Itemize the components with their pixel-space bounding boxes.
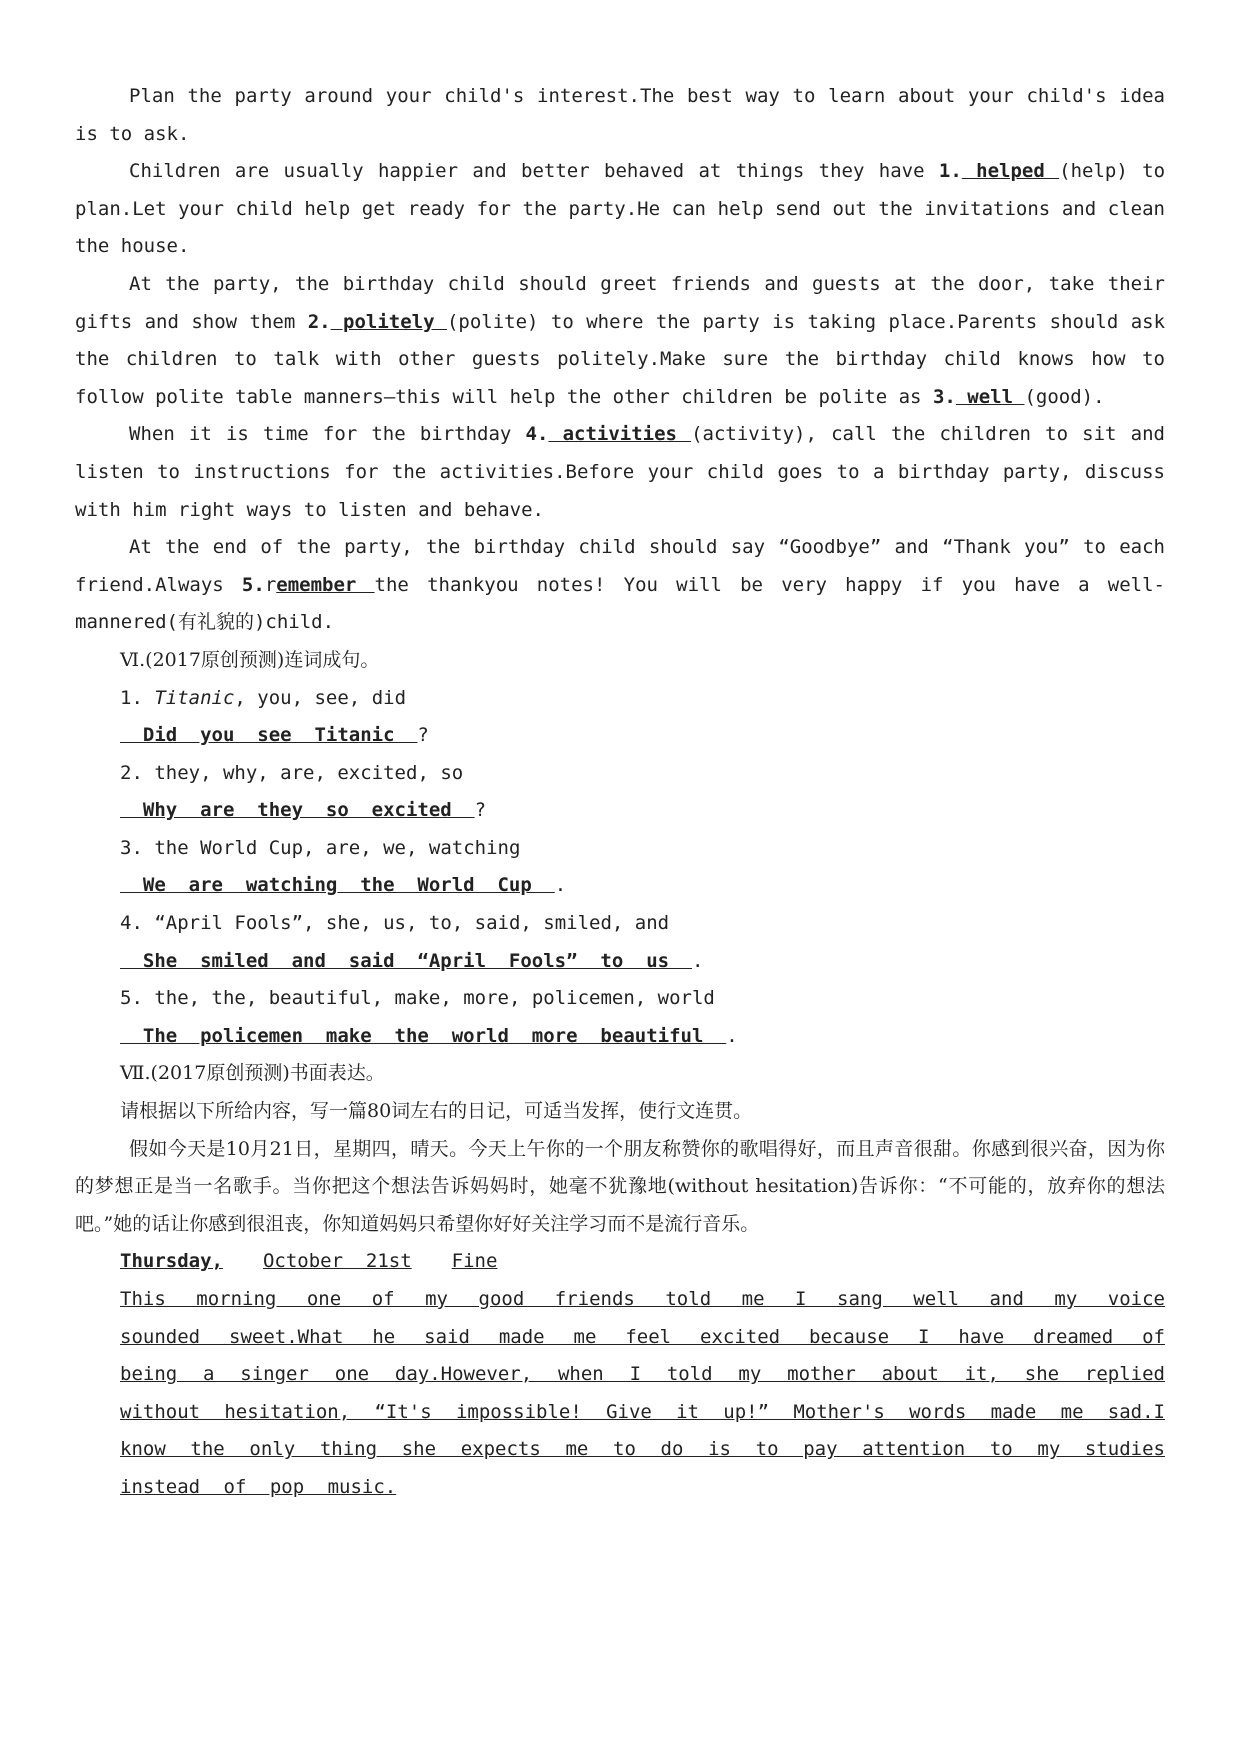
answer-2: politely bbox=[330, 310, 447, 333]
writing-instruction: 请根据以下所给内容，写一篇80词左右的日记，可适当发挥，使行文连贯。 bbox=[120, 1100, 753, 1123]
item-words: the World Cup, are, we, watching bbox=[154, 836, 521, 859]
answer-punctuation: ? bbox=[417, 724, 429, 747]
section-6-heading: Ⅵ.(2017原创预测)连词成句。 bbox=[120, 648, 380, 671]
question-number-2: 2. bbox=[307, 310, 331, 333]
answer-line-1 bbox=[75, 717, 1165, 755]
sentence-item-2 bbox=[75, 755, 1165, 793]
passage-paragraph-2 bbox=[75, 153, 1165, 266]
question-number-4: 4. bbox=[525, 423, 549, 446]
item-number: 3. bbox=[120, 836, 143, 859]
passage-text: When it is time for the birthday bbox=[129, 423, 526, 446]
passage-paragraph-5 bbox=[75, 529, 1165, 642]
sentence-item-4 bbox=[75, 905, 1165, 943]
sentence-item-5 bbox=[75, 980, 1165, 1018]
item-words: “April Fools”, she, us, to, said, smiled, and bbox=[154, 912, 670, 935]
diary-date-line bbox=[75, 1243, 1165, 1281]
question-number-5: 5. bbox=[241, 573, 265, 596]
passage-text: the thankyou notes! You will be very happy if you have a well-mannered(有礼貌的)child. bbox=[75, 573, 1165, 634]
passage-text: (help) to plan.Let your child help get ready for the party.He can help send out the invitations and clean the house. bbox=[75, 160, 1166, 258]
document-page bbox=[75, 78, 1165, 1507]
passage-text: At the end of the party, the birthday child should say “Goodbye” and “Thank you” to each friend.Always bbox=[75, 536, 1165, 596]
answer-punctuation: . bbox=[691, 949, 704, 972]
diary-date: October 21st bbox=[262, 1250, 412, 1273]
answer-line-2 bbox=[75, 792, 1165, 830]
passage-text: At the party, the birthday child should greet friends and guests at the door, take their gifts and show them bbox=[75, 272, 1165, 333]
passage-paragraph-4 bbox=[75, 416, 1165, 529]
answer-sentence: She smiled and said “April Fools” to us bbox=[120, 949, 692, 972]
item-words: , you, see, did bbox=[234, 686, 407, 709]
answer-sentence: The policemen make the world more beautiful bbox=[120, 1024, 727, 1047]
item-number: 2. bbox=[120, 761, 143, 784]
passage-paragraph-1: Plan the party around your child's interest.The best way to learn about your child's idea is to ask. bbox=[75, 85, 1165, 145]
item-words: they, why, are, excited, so bbox=[154, 761, 464, 784]
answer-punctuation: . bbox=[726, 1024, 738, 1047]
question-number-3: 3. bbox=[932, 385, 956, 408]
item-number: 5. bbox=[120, 987, 143, 1010]
answer-sentence: Did you see Titanic bbox=[120, 724, 418, 747]
item-words: the, the, beautiful, make, more, policemen, world bbox=[154, 987, 715, 1010]
answer-punctuation: ? bbox=[474, 799, 487, 822]
item-words-italic: Titanic bbox=[154, 686, 235, 709]
writing-prompt: 假如今天是10月21日，星期四，晴天。今天上午你的一个朋友称赞你的歌唱得好，而且声音很甜。你感到很兴奋，因为你的梦想正是当一名歌手。当你把这个想法告诉妈妈时，她毫不犹豫地(without hesitation)告诉你：“不可能的，放弃你的想法吧。”她的话让你感到很沮丧，你知道妈妈只希望你好好关注学习而不是流行音乐。 bbox=[75, 1137, 1165, 1235]
answer-5: emember bbox=[276, 573, 375, 596]
section-6-items bbox=[75, 680, 1165, 1056]
answer-line-5 bbox=[75, 1018, 1165, 1056]
answer-sentence: We are watching the World Cup bbox=[120, 874, 555, 897]
passage-text: (good). bbox=[1024, 385, 1105, 408]
passage-text: (polite) to where the party is taking place.Parents should ask the children to talk with other guests politely.Make sure the birthday child knows how to follow polite table manners—this will help the other children be polite as bbox=[75, 310, 1166, 408]
item-number: 4. bbox=[120, 912, 143, 935]
sentence-item-1 bbox=[75, 680, 1165, 718]
diary-day: Thursday, bbox=[120, 1250, 223, 1273]
diary-essay: This morning one of my good friends told me I sang well and my voice sounded sweet.What he said made me feel excited because I have dreamed of being a singer one day.However, when I told my mother about it, she replied without hesitation, “It's impossible! Give it up!” Mother's words made me sad.I know the only thing she expects me to do is to pay attention to my studies instead of pop music. bbox=[120, 1288, 1165, 1498]
question-number-1: 1. bbox=[938, 160, 962, 183]
sentence-item-3 bbox=[75, 830, 1165, 868]
item-number: 1. bbox=[120, 686, 143, 709]
answer-1: helped bbox=[961, 160, 1060, 183]
passage-text: (activity), call the children to sit and listen to instructions for the activities.Before your child goes to a birthday party, discuss with him right ways to listen and behave. bbox=[75, 423, 1165, 521]
answer-4: activities bbox=[548, 423, 692, 446]
passage-text: Children are usually happier and better behaved at things they have bbox=[129, 160, 939, 183]
answer-5-prefix: r bbox=[264, 573, 277, 596]
answer-line-4 bbox=[75, 943, 1165, 981]
diary-weather: Fine bbox=[451, 1250, 498, 1273]
section-7-heading: Ⅶ.(2017原创预测)书面表达。 bbox=[120, 1062, 385, 1085]
answer-line-3 bbox=[75, 867, 1165, 905]
answer-sentence: Why are they so excited bbox=[120, 799, 475, 822]
answer-3: well bbox=[955, 385, 1025, 408]
passage-paragraph-3 bbox=[75, 266, 1165, 416]
answer-punctuation: . bbox=[554, 874, 567, 897]
